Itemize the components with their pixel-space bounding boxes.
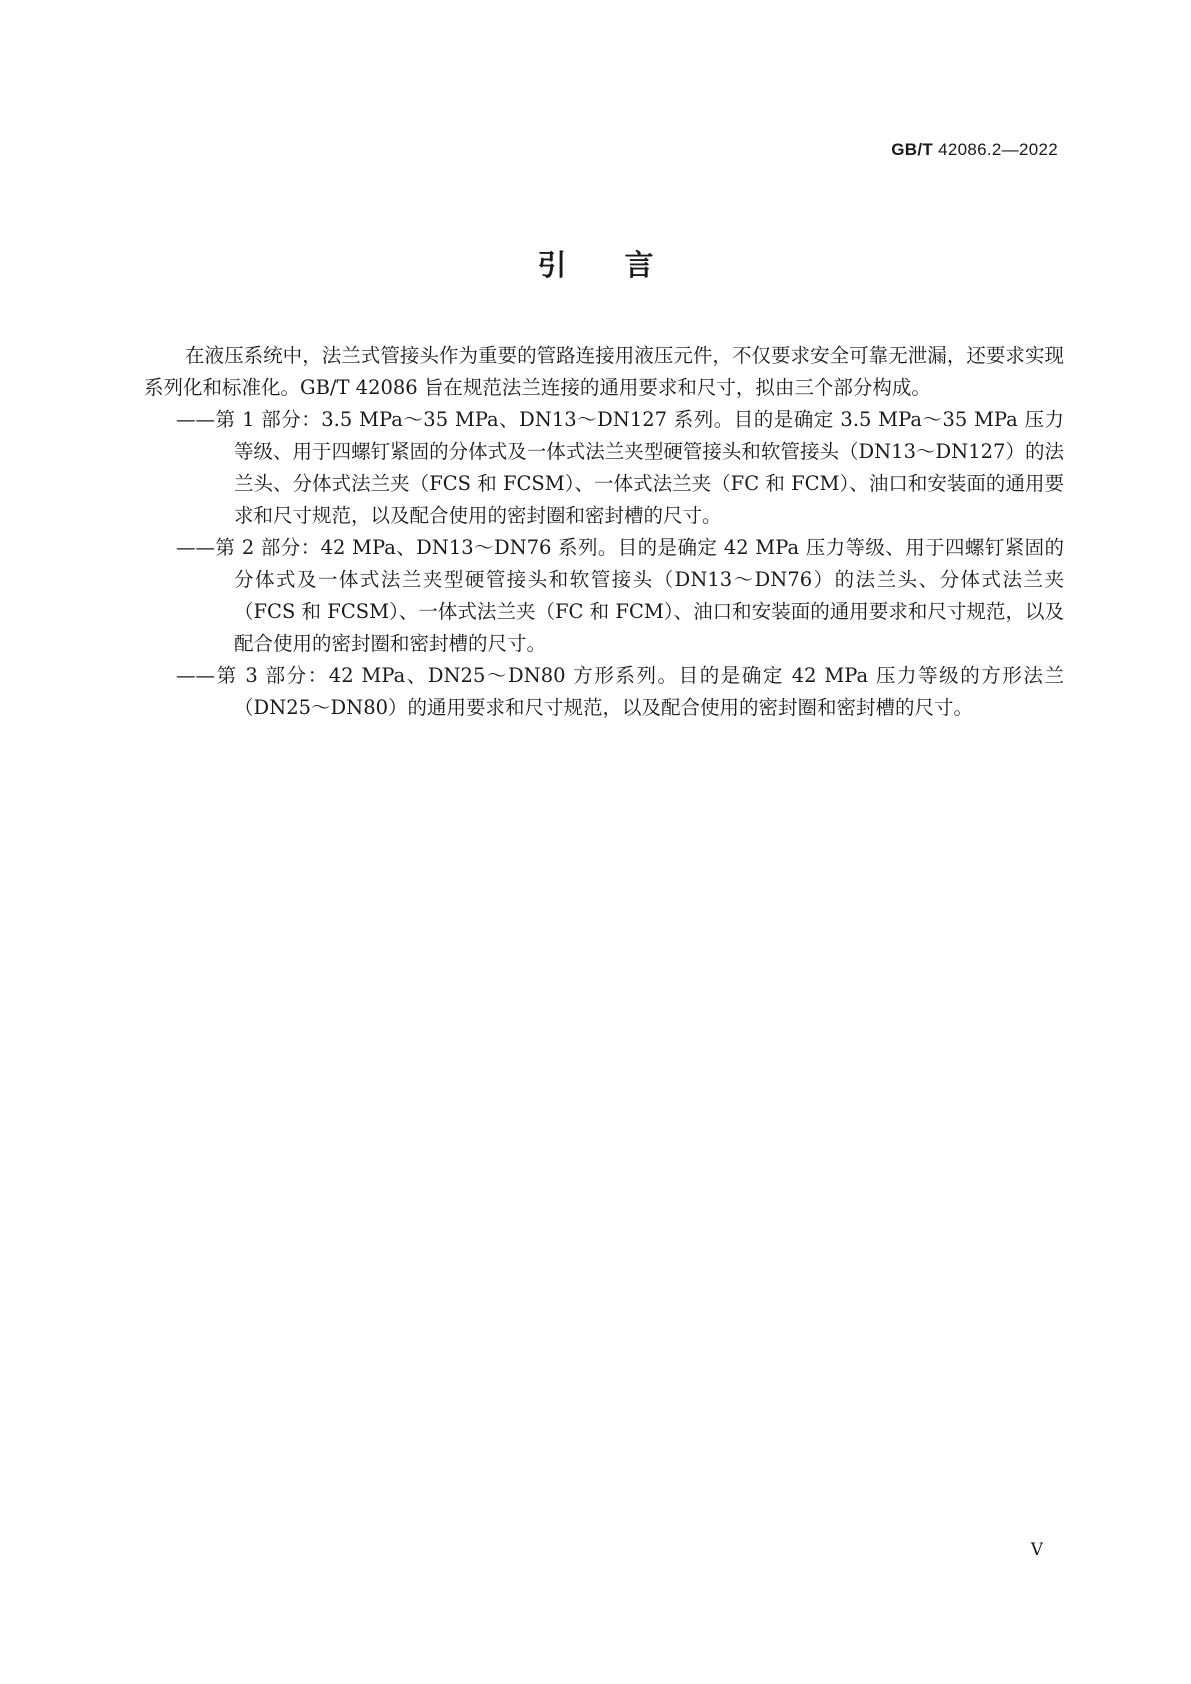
list-item-part-3 — [144, 660, 1064, 724]
dash-marker: —— — [176, 536, 215, 559]
document-body — [144, 340, 1064, 724]
list-item-part-1 — [144, 404, 1064, 532]
part-1-text: 第 1 部分：3.5 MPa～35 MPa、DN13～DN127 系列。目的是确定 3.5 MPa～35 MPa 压力等级、用于四螺钉紧固的分体式及一体式法兰夹型硬管接头和软管接头（DN13～DN127）的法兰头、分体式法兰夹（FCS 和 FCSM）、一体式法兰夹（FC 和 FCM）、油口和安装面的通用要求和尺寸规范，以及配合使用的密封圈和密封槽的尺寸。 — [215, 408, 1064, 527]
section-title: 引言 — [537, 248, 712, 282]
page-number: V — [1030, 1540, 1043, 1560]
standard-code — [891, 140, 1058, 160]
part-3-text: 第 3 部分：42 MPa、DN25～DN80 方形系列。目的是确定 42 MPa 压力等级的方形法兰（DN25～DN80）的通用要求和尺寸规范，以及配合使用的密封圈和密封槽的尺寸。 — [215, 664, 1064, 719]
intro-paragraph: 在液压系统中，法兰式管接头作为重要的管路连接用液压元件，不仅要求安全可靠无泄漏，还要求实现系列化和标准化。GB/T 42086 旨在规范法兰连接的通用要求和尺寸，拟由三个部分构成。 — [144, 344, 1064, 399]
standard-number: 42086.2—2022 — [938, 140, 1058, 159]
dash-marker: —— — [176, 408, 215, 431]
dash-marker: —— — [176, 664, 215, 687]
part-2-text: 第 2 部分：42 MPa、DN13～DN76 系列。目的是确定 42 MPa 压力等级、用于四螺钉紧固的分体式及一体式法兰夹型硬管接头和软管接头（DN13～DN76）的法兰头、分体式法兰夹（FCS 和 FCSM）、一体式法兰夹（FC 和 FCM）、油口和安装面的通用要求和尺寸规范，以及配合使用的密封圈和密封槽的尺寸。 — [215, 536, 1064, 655]
list-item-part-2 — [144, 532, 1064, 660]
standard-prefix: GB/T — [891, 140, 934, 159]
